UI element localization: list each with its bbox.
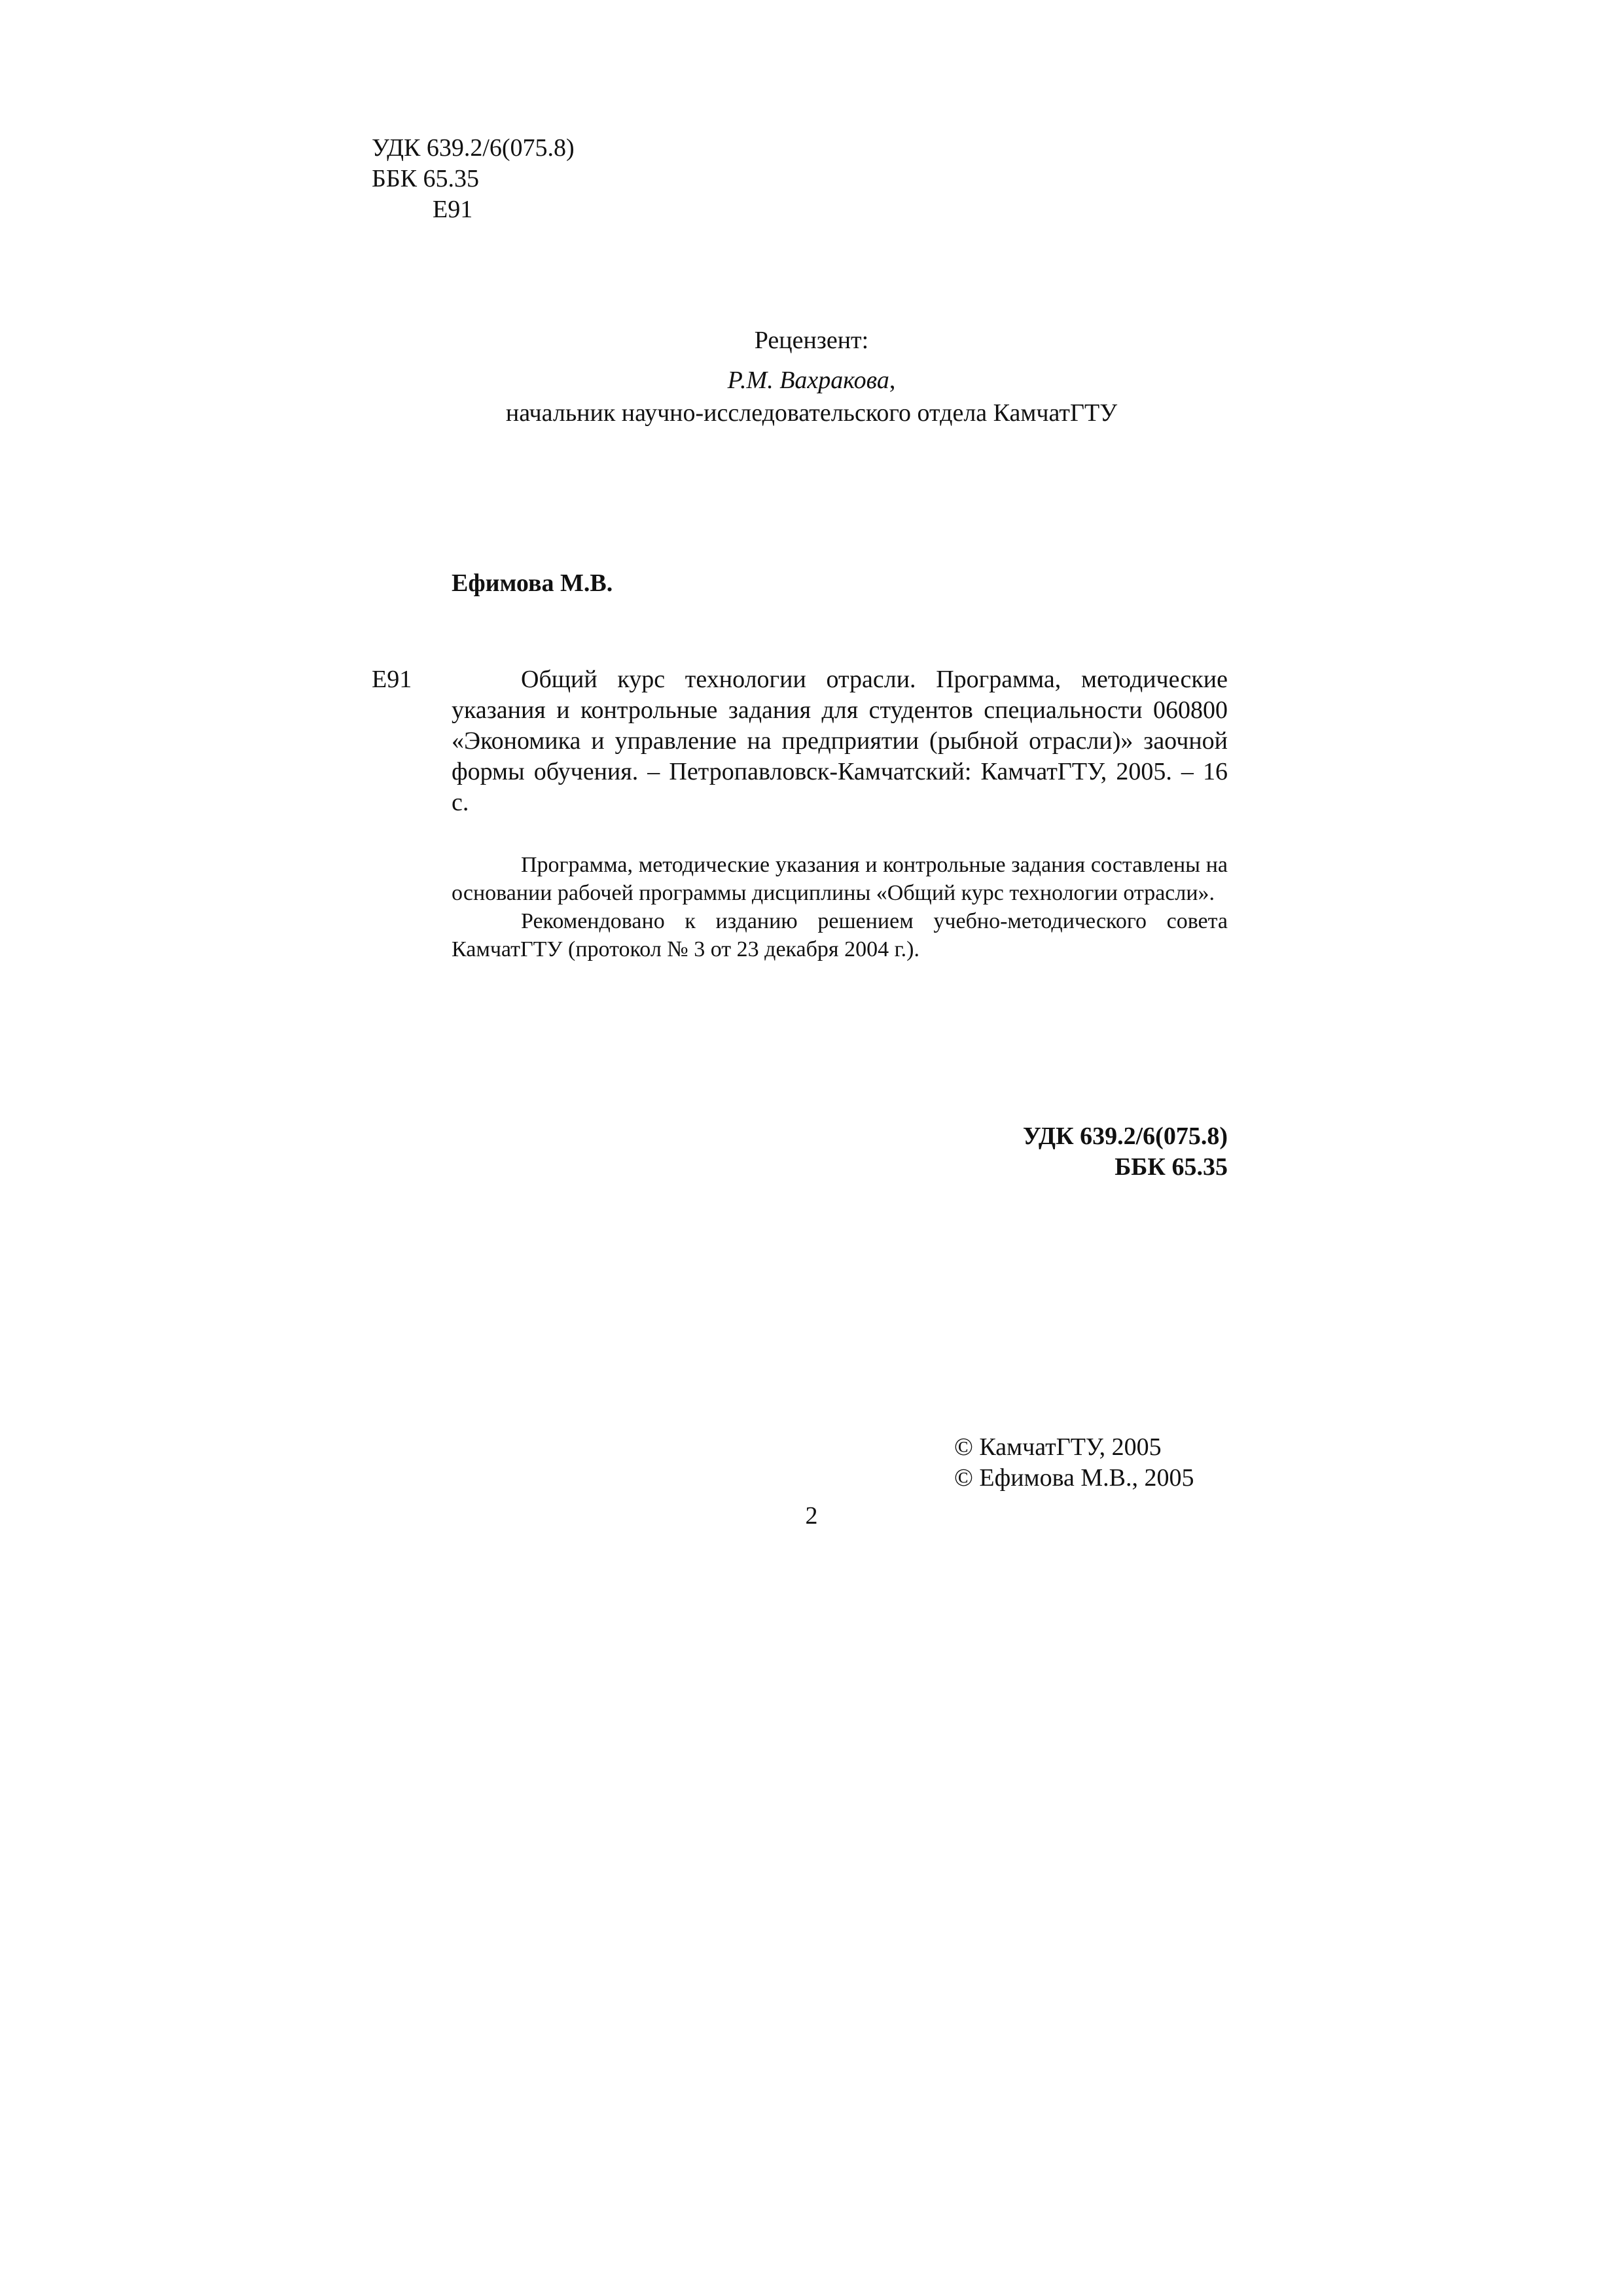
bibliographic-index-code: Е91 [372, 666, 412, 693]
copyright-block [954, 1432, 1194, 1494]
footer-classification-codes [1023, 1121, 1228, 1183]
reviewer-name: Р.М. Вахракова [727, 367, 889, 394]
bbk-code: ББК 65.35 [372, 165, 479, 192]
copyright-author: © Ефимова М.В., 2005 [954, 1464, 1194, 1492]
author-mark: Е91 [433, 196, 473, 223]
annotation [452, 851, 1228, 963]
annotation-paragraph: Программа, методические указания и контрольные задания составлены на основании рабочей программы дисциплины «Общий курс технологии отрасли». [452, 853, 1228, 905]
udk-code: УДК 639.2/6(075.8) [372, 134, 575, 162]
author-name: Ефимова М.В. [452, 569, 613, 597]
bibliographic-description [452, 664, 1228, 818]
reviewer-position: начальник научно-исследовательского отдела КамчатГТУ [505, 399, 1118, 427]
bibliographic-description-text: Общий курс технологии отрасли. Программа, методические указания и контрольные задания для студентов специальности 060800 «Экономика и управление на предприятии (рыбной отрасли)» заочной формы обучения. – Петропавловск-Камчатский: КамчатГТУ, 2005. – 16 с. [452, 666, 1228, 816]
page-number: 2 [805, 1502, 818, 1530]
classification-codes [372, 133, 575, 225]
footer-bbk-code: ББК 65.35 [1115, 1153, 1228, 1181]
footer-udk-code: УДК 639.2/6(075.8) [1022, 1122, 1228, 1150]
copyright-publisher: © КамчатГТУ, 2005 [954, 1433, 1162, 1461]
recommendation-paragraph: Рекомендовано к изданию решением учебно-методического совета КамчатГТУ (протокол № 3 от 23 декабря 2004 г.). [452, 909, 1228, 961]
reviewer-heading: Рецензент: [754, 327, 869, 354]
reviewer-name-line [0, 365, 1623, 396]
reviewer-name-comma: , [889, 367, 896, 394]
